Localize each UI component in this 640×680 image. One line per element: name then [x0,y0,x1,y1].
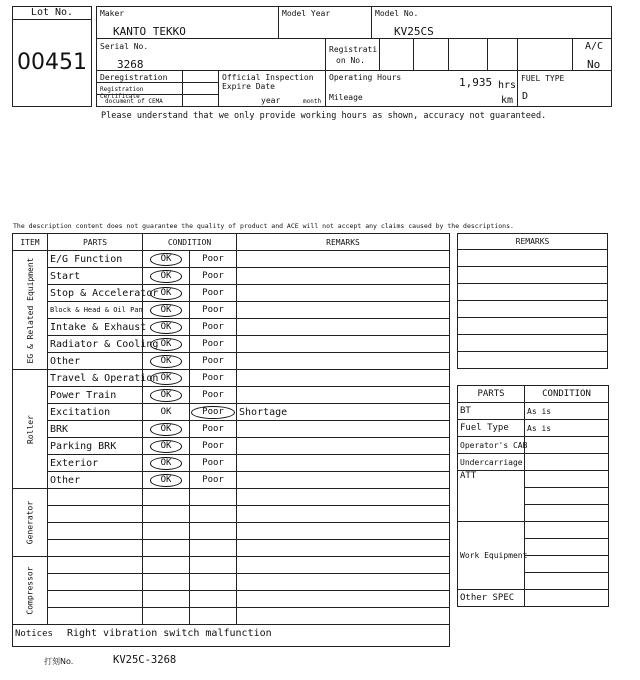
right-parts-header-row [458,386,609,403]
ok-cell [143,302,190,319]
right-part-name: Undercarriage [458,454,525,471]
poor-mark: Poor [202,339,224,349]
ok-cell [143,608,190,625]
right-remarks-table [457,233,608,369]
fuel-type-value: D [522,91,529,102]
right-remarks-cell [458,335,608,352]
poor-cell [190,319,237,336]
poor-mark: Poor [202,458,224,468]
right-part-name: ATT [458,471,525,522]
poor-mark: Poor [202,424,224,434]
serial-label: Serial No. [100,42,149,51]
poor-cell [190,404,237,421]
ok-cell [143,472,190,489]
remark-cell [237,455,450,472]
remark-cell [237,540,450,557]
poor-mark: Poor [202,441,224,451]
ok-cell [143,523,190,540]
parts-header: PARTS [48,234,143,251]
remark-cell [237,557,450,574]
part-name: Start [48,268,143,285]
model-year-cell [278,6,372,39]
ok-mark: OK [150,270,183,283]
right-remarks-cell [458,318,608,335]
poor-mark: Poor [202,356,224,366]
poor-cell [190,506,237,523]
condition-table [12,233,450,647]
registration-box-2 [413,38,449,71]
registration-box-1 [379,38,414,71]
poor-mark: Poor [191,406,235,419]
poor-mark: Poor [202,254,224,264]
ok-cell [143,438,190,455]
ok-mark: OK [150,321,183,334]
ok-cell [143,251,190,268]
right-parts-row [458,437,609,454]
ok-cell [143,557,190,574]
right-remarks-cell [458,267,608,284]
item-group-label: Roller [25,414,35,444]
maker-value: KANTO TEKKO [113,25,186,38]
ok-cell [143,370,190,387]
right-part-condition [525,539,609,556]
part-name: Travel & Operation [48,370,143,387]
right-part-condition [525,556,609,573]
poor-mark: Poor [202,288,224,298]
ok-cell [143,387,190,404]
cema-cell [96,94,183,107]
right-remarks-cell [458,352,608,369]
table-row [13,608,450,625]
table-row [13,285,450,302]
lot-number: 00451 [17,50,87,75]
poor-cell [190,608,237,625]
remark-cell: Shortage [237,404,450,421]
right-part-condition [525,454,609,471]
remark-cell [237,285,450,302]
remark-cell [237,608,450,625]
registration-label-1: Registrati [329,45,378,54]
ok-cell [143,591,190,608]
table-row [13,574,450,591]
part-name: Power Train [48,387,143,404]
operating-hours-value: 1,935 [459,76,493,89]
model-year-label: Model Year [282,9,331,18]
right-remarks-row [458,250,608,267]
part-name: Radiator & Cooling [48,336,143,353]
stamp-label: 打刻No. [44,657,74,666]
model-no-cell [371,6,612,39]
condition-header: CONDITION [143,234,237,251]
right-parts-row [458,522,609,539]
right-remarks-row [458,284,608,301]
right-remarks-cell [458,301,608,318]
item-group-label: EG & Related Equipment [25,257,35,363]
part-name: Block & Head & Oil Pan [48,302,143,319]
table-row [13,319,450,336]
ok-mark: OK [150,423,183,436]
right-parts-row [458,403,609,420]
ok-cell [143,540,190,557]
right-part-name: Other SPEC [458,590,525,607]
part-name [48,591,143,608]
table-row [13,489,450,506]
table-row [13,404,450,421]
right-part-name: Operator's CAB [458,437,525,454]
remark-cell [237,302,450,319]
ok-cell [143,421,190,438]
right-remarks-row [458,301,608,318]
serial-value: 3268 [117,58,144,71]
right-part-condition: As is [525,420,609,437]
notices-label: Notices [15,629,53,639]
right-remarks-header: REMARKS [458,234,608,250]
ok-mark: OK [150,355,183,368]
ac-label: A/C [585,41,604,52]
poor-cell [190,574,237,591]
remark-cell [237,251,450,268]
right-parts-row [458,420,609,437]
table-row [13,251,450,268]
remark-cell [237,489,450,506]
disclaimer-text: The description content does not guarantee the quality of product and ACE will not accept any claims caused by the descriptions. [13,222,514,230]
right-remarks-cell [458,250,608,267]
model-no-label: Model No. [375,9,419,18]
dereg-label: Deregistration [100,73,168,82]
table-row [13,387,450,404]
part-name: Other [48,472,143,489]
poor-cell [190,455,237,472]
part-name [48,489,143,506]
ok-cell [143,506,190,523]
poor-cell [190,421,237,438]
ok-cell [143,404,190,421]
ok-cell [143,353,190,370]
month-label: month [303,98,322,105]
model-no-value: KV25CS [394,25,434,38]
maker-cell [96,6,279,39]
right-remarks-row [458,267,608,284]
part-name [48,540,143,557]
table-row [13,438,450,455]
poor-cell [190,523,237,540]
ok-cell [143,268,190,285]
poor-cell [190,557,237,574]
ok-mark: OK [150,389,183,402]
part-name: Parking BRK [48,438,143,455]
km-unit: km [501,95,514,106]
ok-mark: OK [150,474,183,487]
table-row [13,455,450,472]
item-header: ITEM [13,234,48,251]
right-remarks-cell [458,284,608,301]
right-remarks-row [458,335,608,352]
part-name [48,608,143,625]
cema-label: document of CEMA [105,98,163,105]
right-remarks-row [458,318,608,335]
part-name [48,574,143,591]
notices-cell [13,625,450,647]
ok-mark: OK [150,338,183,351]
remark-cell [237,421,450,438]
part-name [48,557,143,574]
table-row [13,421,450,438]
part-name [48,523,143,540]
table-row [13,523,450,540]
right-parts-table [457,385,609,607]
remark-cell [237,370,450,387]
table-row [13,370,450,387]
poor-cell [190,387,237,404]
item-group-cell [13,489,48,557]
remark-cell [237,319,450,336]
poor-mark: Poor [202,322,224,332]
ok-mark: OK [150,457,183,470]
remarks-header: REMARKS [237,234,450,251]
ok-cell [143,574,190,591]
right-part-condition [525,471,609,488]
poor-cell [190,353,237,370]
poor-cell [190,268,237,285]
part-name: Stop & Accelerator [48,285,143,302]
ok-mark: OK [150,304,183,317]
part-name: E/G Function [48,251,143,268]
table-row [13,540,450,557]
right-part-condition [525,573,609,590]
poor-mark: Poor [202,373,224,383]
remark-cell [237,574,450,591]
hours-mileage-cell [325,70,518,107]
registration-box-3 [448,38,488,71]
remark-cell [237,353,450,370]
ok-mark: OK [150,440,183,453]
table-row [13,591,450,608]
right-parts-row [458,590,609,607]
ok-cell [143,336,190,353]
ac-cell [572,38,612,71]
ok-mark: OK [150,287,183,300]
remark-cell [237,472,450,489]
inspection-label-1: Official Inspection [222,73,314,82]
inspection-label-2: Expire Date [222,82,275,91]
ok-cell [143,455,190,472]
right-parts-header: PARTS [458,386,525,403]
cema-box [182,94,219,107]
right-part-condition: As is [525,403,609,420]
table-row [13,353,450,370]
poor-mark: Poor [202,271,224,281]
serial-cell [96,38,326,71]
ok-mark: OK [150,253,183,266]
item-group-cell [13,251,48,370]
hrs-unit: hrs [498,80,517,91]
poor-cell [190,251,237,268]
reg-cert-label: Registration Certificate [100,86,144,100]
item-group-cell [13,557,48,625]
right-part-name: Work Equipment [458,522,525,590]
item-group-label: Compressor [25,566,35,615]
poor-cell [190,370,237,387]
poor-cell [190,540,237,557]
remark-cell [237,336,450,353]
poor-cell [190,336,237,353]
right-condition-header: CONDITION [525,386,609,403]
part-name: Exterior [48,455,143,472]
lot-label-cell [12,6,92,20]
ok-mark: OK [160,407,172,417]
ok-cell [143,319,190,336]
item-group-cell [13,370,48,489]
part-name: BRK [48,421,143,438]
lot-label: Lot No. [30,7,74,18]
ok-cell [143,489,190,506]
operating-hours-label: Operating Hours [329,73,402,82]
poor-cell [190,591,237,608]
fuel-type-label: FUEL TYPE [521,74,565,83]
poor-cell [190,285,237,302]
part-name: Excitation [48,404,143,421]
right-part-name: Fuel Type [458,420,525,437]
right-part-condition [525,488,609,505]
registration-cell [325,38,380,71]
table-row [13,268,450,285]
fuel-type-cell [517,70,612,107]
inspection-cell [218,70,326,107]
remark-cell [237,523,450,540]
notices-row [13,625,450,647]
poor-cell [190,489,237,506]
right-part-condition [525,590,609,607]
registration-box-4 [487,38,518,71]
part-name: Intake & Exhaust [48,319,143,336]
poor-cell [190,302,237,319]
remark-cell [237,506,450,523]
poor-cell [190,438,237,455]
table-row [13,302,450,319]
ok-mark: OK [150,372,183,385]
maker-label: Maker [100,9,125,18]
right-parts-row [458,454,609,471]
item-group-label: Generator [25,500,35,545]
right-remarks-row [458,352,608,369]
right-remarks-header-row [458,234,608,250]
remark-cell [237,591,450,608]
poor-mark: Poor [202,305,224,315]
right-part-condition [525,522,609,539]
stamp-value: KV25C-3268 [113,654,177,666]
mileage-label: Mileage [329,93,363,102]
right-part-condition [525,505,609,522]
poor-mark: Poor [202,475,224,485]
lot-value-cell [12,19,92,107]
remark-cell [237,438,450,455]
remark-cell [237,387,450,404]
part-name [48,506,143,523]
part-name: Other [48,353,143,370]
table-row [13,557,450,574]
ok-cell [143,285,190,302]
right-part-condition [525,437,609,454]
table-row [13,506,450,523]
registration-label-2: on No. [336,56,365,65]
notices-value: Right vibration switch malfunction [66,628,272,639]
table-row [13,472,450,489]
poor-cell [190,472,237,489]
working-hours-notice: Please understand that we only provide working hours as shown, accuracy not guaranteed. [101,111,547,121]
remark-cell [237,268,450,285]
year-label: year [261,96,281,105]
registration-box-5 [517,38,573,71]
poor-mark: Poor [202,390,224,400]
table-row [13,336,450,353]
table-header-row [13,234,450,251]
ac-value: No [587,58,601,71]
right-parts-row [458,471,609,488]
right-part-name: BT [458,403,525,420]
